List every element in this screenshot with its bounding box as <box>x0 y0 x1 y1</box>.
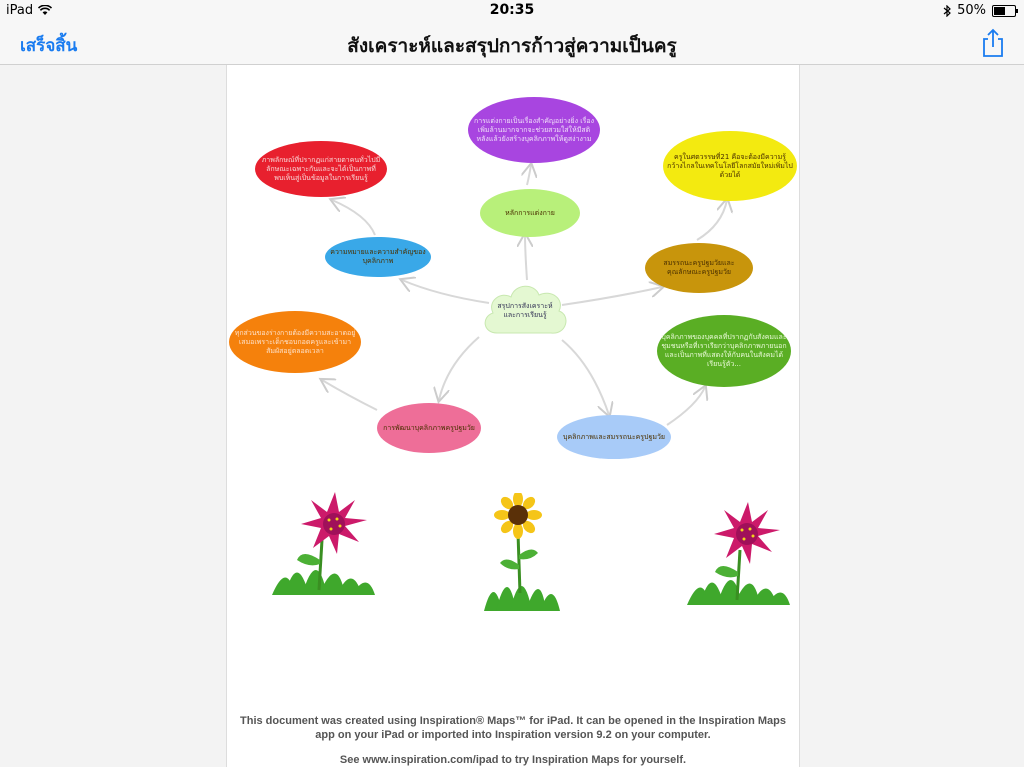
footer-line-3[interactable]: See www.inspiration.com/ipad to try Inspiration Maps for yourself. <box>339 754 687 766</box>
center-node[interactable]: สรุปการสังเคราะห์และการเรียนรู้ <box>497 302 553 319</box>
navigation-bar <box>0 20 1024 65</box>
node-personality-competency[interactable]: บุคลิกภาพและสมรรถนะครูปฐมวัย <box>557 415 671 459</box>
footer-line-2: app on your iPad or imported into Inspiration version 9.2 on your computer. <box>315 729 711 741</box>
node-competency-traits[interactable]: สมรรถนะครูปฐมวัยและคุณลักษณะครูปฐมวัย <box>645 243 753 293</box>
page-title: สังเคราะห์และสรุปการก้าวสู่ความเป็นครู <box>347 35 677 57</box>
node-dress-principles[interactable]: หลักการแต่งกาย <box>480 189 580 237</box>
sunflower-image <box>482 493 562 613</box>
status-bar <box>0 0 1024 20</box>
node-personality-development[interactable]: การพัฒนาบุคลิกภาพครูปฐมวัย <box>377 403 481 453</box>
document-page <box>226 65 800 767</box>
node-dress-importance[interactable]: การแต่งกายเป็นเรื่องสำคัญอย่างยิ่ง เรื่องเพิ่มล้านมากจากจะช่วยสวมใส่ให้มีสติหลังแล้วยังสร้างบุคลิกภาพให้ดูสง่างาม <box>468 97 600 163</box>
bluetooth-icon <box>943 5 951 17</box>
node-21st-century-teacher[interactable]: ครูในศตวรรษที่21 คือจะต้องมีความรู้ กว้างไกลในเทคโนโลยีโลกสมัยใหม่เพิ่มไปด้วยได้ <box>663 131 797 201</box>
footer-line-1: This document was created using Inspiration® Maps™ for iPad. It can be opened in the Inspiration Maps <box>240 715 786 727</box>
node-external-personality[interactable]: บุคลิกภาพของบุคคลที่ปรากฏกับสังคมและชุมชนหรือที่เราเรียกว่าบุคลิกภาพภายนอกและเป็นภาพที่แสดงให้กับคนในสังคมได้เรียนรู้ตัว... <box>657 315 791 387</box>
node-cleanliness[interactable]: ทุกส่วนของร่างกายต้องมีความสะอาดอยู่เสมอเพราะเด็กชอบกอดครูและเข้ามาสัมผัสอยู่ตลอดเวลา <box>229 311 361 373</box>
battery-percent: 50% <box>957 3 986 18</box>
node-meaning-personality[interactable]: ความหมายและความสำคัญของบุคลิกภาพ <box>325 237 431 277</box>
done-button[interactable]: เสร็จสิ้น <box>20 36 78 56</box>
device-label: iPad <box>6 3 34 18</box>
clock: 20:35 <box>489 2 535 18</box>
pink-flower-right-image <box>682 500 792 610</box>
share-icon[interactable] <box>980 28 1006 58</box>
node-image-appearance[interactable]: ภาพลักษณ์ที่ปรากฏแก่สายตาคนทั่วไปมีลักษณะเฉพาะกันและจะได้เป็นภาพที่พบเห็นสู่เป็นข้อมูลในการเรียนรู้ <box>255 141 387 197</box>
pink-flower-left-image <box>267 490 377 600</box>
battery-icon <box>992 5 1016 17</box>
